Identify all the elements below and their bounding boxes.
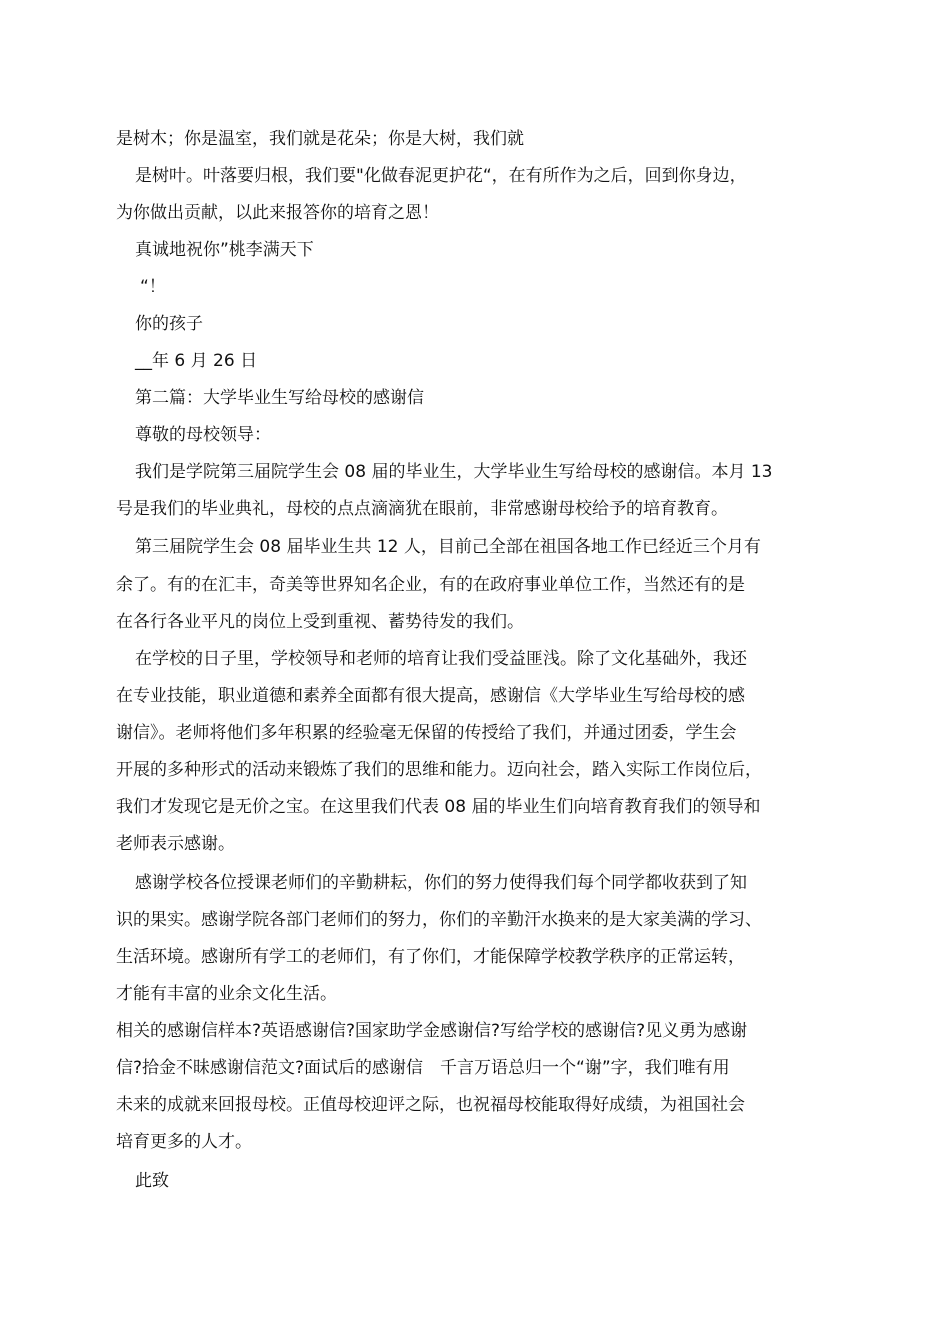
text-line: 真诚地祝你”桃李满天下: [135, 240, 314, 260]
text-line: 为你做出贡献，以此来报答你的培育之恩！: [116, 203, 439, 223]
text-line: 感谢学校各位授课老师们的辛勤耕耘，你们的努力使得我们每个同学都收获到了知: [135, 873, 747, 893]
text-line: 未来的成就来回报母校。正值母校迎评之际，也祝福母校能取得好成绩，为祖国社会: [116, 1095, 745, 1115]
signature-line: 你的孩子: [135, 314, 203, 334]
text-line: 是树木；你是温室，我们就是花朵；你是大树，我们就: [116, 129, 524, 149]
text-line: 才能有丰富的业余文化生活。: [116, 984, 337, 1004]
text-line: 我们是学院第三届院学生会 08 届的毕业生，大学毕业生写给母校的感谢信。本月 13: [135, 462, 773, 482]
text-line: 在专业技能，职业道德和素养全面都有很大提高，感谢信《大学毕业生写给母校的感: [116, 686, 745, 706]
text-line: 谢信》。老师将他们多年积累的经验毫无保留的传授给了我们，并通过团委，学生会: [116, 723, 737, 743]
text-line: “！: [140, 277, 166, 297]
date-line: __年 6 月 26 日: [135, 351, 258, 371]
closing-line: 此致: [135, 1171, 169, 1191]
text-line: 相关的感谢信样本?英语感谢信?国家助学金感谢信?写给学校的感谢信?见义勇为感谢: [116, 1021, 748, 1041]
text-line: 信?拾金不昧感谢信范文?面试后的感谢信 千言万语总归一个“谢”字，我们唯有用: [116, 1058, 730, 1078]
text-line: 号是我们的毕业典礼，母校的点点滴滴犹在眼前，非常感谢母校给予的培育教育。: [116, 499, 728, 519]
text-line: 第三届院学生会 08 届毕业生共 12 人，目前己全部在祖国各地工作已经近三个月有: [135, 537, 761, 557]
text-line: 老师表示感谢。: [116, 834, 235, 854]
text-line: 生活环境。感谢所有学工的老师们，有了你们，才能保障学校教学秩序的正常运转，: [116, 947, 745, 967]
salutation: 尊敬的母校领导：: [135, 425, 271, 445]
text-line: 培育更多的人才。: [116, 1132, 252, 1152]
text-line: 余了。有的在汇丰，奇美等世界知名企业，有的在政府事业单位工作，当然还有的是: [116, 575, 745, 595]
text-line: 我们才发现它是无价之宝。在这里我们代表 08 届的毕业生们向培育教育我们的领导和: [116, 797, 761, 817]
text-line: 开展的多种形式的活动来锻炼了我们的思维和能力。迈向社会，踏入实际工作岗位后，: [116, 760, 762, 780]
section-heading: 第二篇：大学毕业生写给母校的感谢信: [135, 388, 424, 408]
text-line: 识的果实。感谢学院各部门老师们的努力，你们的辛勤汗水换来的是大家美满的学习、: [116, 910, 762, 930]
text-line: 在学校的日子里，学校领导和老师的培育让我们受益匪浅。除了文化基础外，我还: [135, 649, 747, 669]
text-line: 在各行各业平凡的岗位上受到重视、蓄势待发的我们。: [116, 612, 524, 632]
text-line: 是树叶。叶落要归根，我们要"化做春泥更护花“，在有所作为之后，回到你身边，: [135, 166, 747, 186]
